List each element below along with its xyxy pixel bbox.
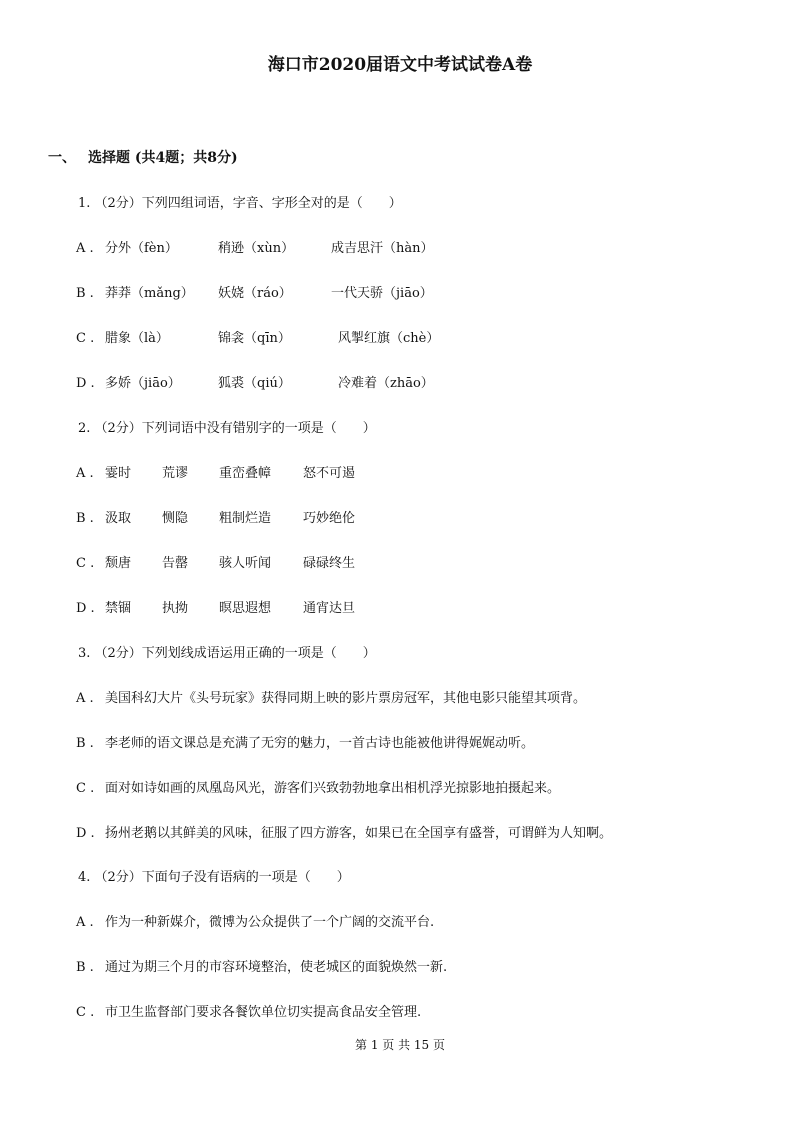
option-row	[76, 597, 355, 616]
option-item: 腊象（là）	[105, 331, 169, 346]
option-label: B .	[76, 286, 94, 301]
option-row	[76, 687, 586, 706]
page-footer: 第 1 页 共 15 页	[355, 1038, 445, 1052]
option-item: 分外（fèn）	[105, 241, 178, 256]
option-item: 莽莽（mǎng）	[105, 286, 194, 301]
question-stem: 3. （2分）下列划线成语运用正确的一项是（ ）	[78, 646, 376, 661]
question-stem: 4. （2分）下面句子没有语病的一项是（ ）	[78, 870, 350, 885]
option-text: 美国科幻大片《头号玩家》获得同期上映的影片票房冠军，其他电影只能望其项背。	[105, 691, 587, 706]
option-label: D .	[76, 601, 95, 616]
option-row	[76, 552, 355, 571]
section-heading	[48, 147, 238, 167]
option-item: 一代天骄（jiāo）	[331, 286, 433, 301]
option-item: 妖娆（ráo）	[218, 286, 292, 301]
option-text: 面对如诗如画的凤凰岛风光，游客们兴致勃勃地拿出相机浮光掠影地拍摄起来。	[105, 781, 561, 796]
option-text: 李老师的语文课总是充满了无穷的魅力，一首古诗也能被他讲得娓娓动听。	[105, 736, 535, 751]
option-item: 粗制烂造	[219, 511, 272, 526]
option-row	[76, 777, 560, 796]
option-label: B .	[76, 511, 94, 526]
option-label: A .	[76, 691, 94, 706]
section-number: 一、	[48, 150, 76, 166]
option-row	[76, 911, 434, 930]
option-item: 狐裘（qiú）	[218, 376, 291, 391]
option-label: A .	[76, 241, 94, 256]
option-row	[76, 732, 534, 751]
question-stem: 1. （2分）下列四组词语，字音、字形全对的是（ ）	[78, 196, 402, 211]
option-item: 稍逊（xùn）	[218, 241, 295, 256]
option-item: 恻隐	[162, 511, 189, 526]
option-row	[76, 507, 355, 526]
option-row	[76, 282, 433, 301]
option-row	[76, 462, 355, 481]
option-row	[76, 822, 612, 841]
option-item: 重峦叠幛	[219, 466, 272, 481]
option-text: 扬州老鹅以其鲜美的风味，征服了四方游客，如果已在全国享有盛誉，可谓鲜为人知啊。	[105, 826, 613, 841]
option-item: 冷难着（zhāo）	[338, 376, 434, 391]
option-label: C .	[76, 556, 95, 571]
option-text: 通过为期三个月的市容环境整治，使老城区的面貌焕然一新.	[105, 960, 448, 975]
option-item: 执拗	[162, 601, 189, 616]
option-item: 禁锢	[105, 601, 132, 616]
option-label: D .	[76, 376, 95, 391]
question-stem: 2. （2分）下列词语中没有错别字的一项是（ ）	[78, 421, 376, 436]
option-label: C .	[76, 1005, 95, 1020]
option-item: 锦衾（qīn）	[218, 331, 291, 346]
option-label: B .	[76, 736, 94, 751]
option-item: 汲取	[105, 511, 132, 526]
option-item: 巧妙绝伦	[303, 511, 356, 526]
option-label: A .	[76, 466, 94, 481]
option-label: D .	[76, 826, 95, 841]
option-label: C .	[76, 331, 95, 346]
option-item: 荒谬	[162, 466, 189, 481]
option-text: 市卫生监督部门要求各餐饮单位切实提高食品安全管理.	[105, 1005, 422, 1020]
option-label: A .	[76, 915, 94, 930]
option-item: 颓唐	[105, 556, 132, 571]
option-row	[76, 237, 434, 256]
option-item: 多娇（jiāo）	[105, 376, 181, 391]
section-label: 选择题 (共4题；共8分)	[88, 150, 238, 166]
option-item: 暝思遐想	[219, 601, 272, 616]
option-item: 通宵达旦	[303, 601, 356, 616]
option-row	[76, 372, 434, 391]
exam-title: 海口市2020届语文中考试试卷A卷	[267, 55, 533, 75]
option-item: 告罄	[162, 556, 189, 571]
option-item: 怒不可遏	[303, 466, 356, 481]
option-item: 风掣红旗（chè）	[338, 331, 440, 346]
option-item: 碌碌终生	[303, 556, 356, 571]
option-label: C .	[76, 781, 95, 796]
option-label: B .	[76, 960, 94, 975]
option-item: 骇人听闻	[219, 556, 272, 571]
option-text: 作为一种新媒介，微博为公众提供了一个广阔的交流平台.	[105, 915, 435, 930]
option-row	[76, 956, 447, 975]
option-item: 霎时	[105, 466, 132, 481]
option-row	[76, 327, 439, 346]
option-row	[76, 1001, 421, 1020]
option-item: 成吉思汗（hàn）	[331, 241, 434, 256]
